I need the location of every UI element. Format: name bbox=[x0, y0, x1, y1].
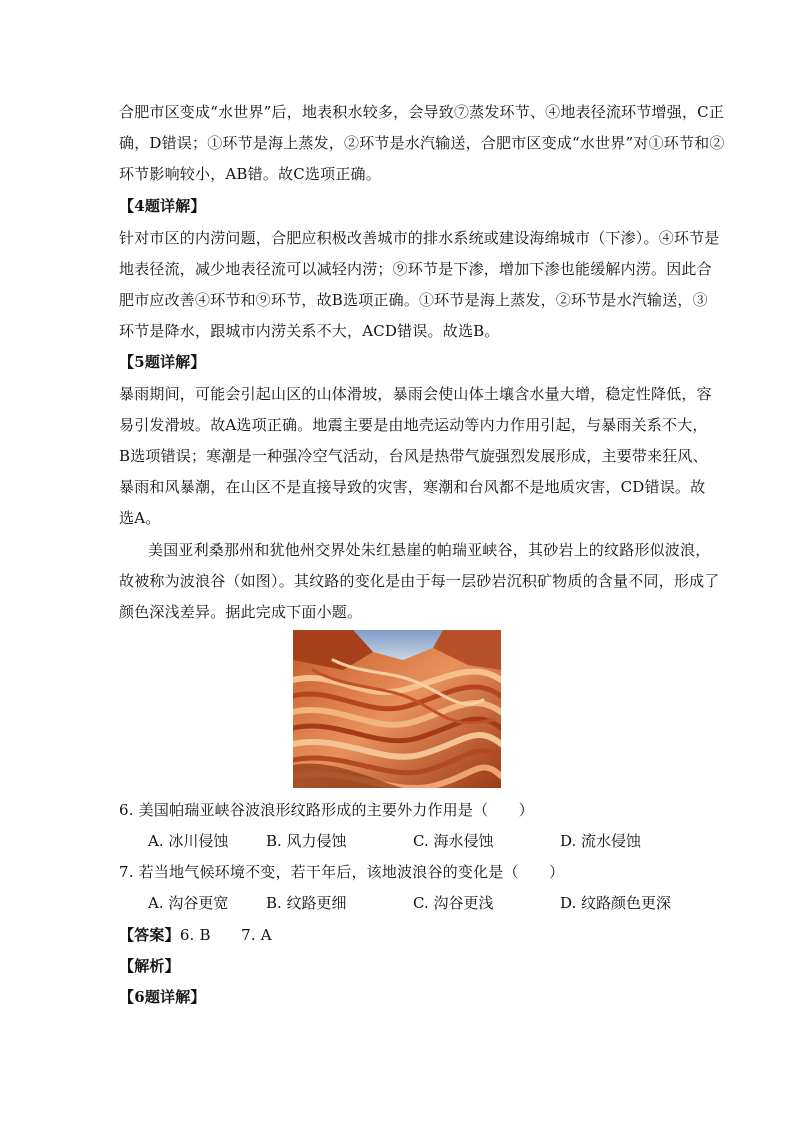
text-line: B选项错误；寒潮是一种强冷空气活动，台风是热带气旋强烈发展形成，主要带来狂风、 bbox=[119, 447, 708, 465]
text-line: 暴雨和风暴潮，在山区不是直接导致的灾害，寒潮和台风都不是地质灾害，CD错误。故 bbox=[119, 478, 706, 496]
analysis-heading: 【解析】 bbox=[119, 957, 180, 975]
q7-option-d: D. 纹路颜色更深 bbox=[560, 894, 672, 912]
section-heading-q6: 【6题详解】 bbox=[119, 988, 206, 1006]
text-line: 易引发滑坡。故A选项正确。地震主要是由地壳运动等内力作用引起，与暴雨关系不大， bbox=[119, 416, 708, 434]
text-line: 地表径流，减少地表径流可以减轻内涝；⑨环节是下渗，增加下渗也能缓解内涝。因此合 bbox=[119, 260, 712, 278]
text-line: 选A。 bbox=[119, 509, 161, 527]
intro-line: 故被称为波浪谷（如图）。其纹路的变化是由于每一层砂岩沉积矿物质的含量不同，形成了 bbox=[119, 572, 720, 590]
text-line: 肥市应改善④环节和⑨环节，故B选项正确。①环节是海上蒸发，②环节是水汽输送，③ bbox=[119, 291, 708, 309]
intro-line: 美国亚利桑那州和犹他州交界处朱红悬崖的帕瑞亚峡谷，其砂岩上的纹路形似波浪， bbox=[148, 541, 711, 559]
q6-option-d: D. 流水侵蚀 bbox=[560, 832, 642, 850]
text-line: 合肥市区变成“水世界”后，地表积水较多，会导致⑦蒸发环节、④地表径流环节增强，C正 bbox=[119, 103, 725, 121]
answer-text: 6. B 7. A bbox=[179, 926, 272, 944]
text-line: 针对市区的内涝问题，合肥应积极改善城市的排水系统或建设海绵城市（下渗）。④环节是 bbox=[119, 229, 720, 247]
q7-option-c: C. 沟谷更浅 bbox=[413, 894, 494, 912]
q6-option-a: A. 冰川侵蚀 bbox=[148, 832, 229, 850]
wave-canyon-photo bbox=[293, 630, 501, 788]
q7-option-b: B. 纹路更细 bbox=[266, 894, 347, 912]
text-line: 暴雨期间，可能会引起山区的山体滑坡，暴雨会使山体土壤含水量大增，稳定性降低，容 bbox=[119, 385, 712, 403]
q7-option-a: A. 沟谷更宽 bbox=[148, 894, 229, 912]
answer-line bbox=[119, 925, 272, 945]
intro-line: 颜色深浅差异。据此完成下面小题。 bbox=[119, 603, 363, 621]
section-heading-q5: 【5题详解】 bbox=[119, 353, 206, 371]
q6-option-c: C. 海水侵蚀 bbox=[413, 832, 494, 850]
text-line: 环节影响较小，AB错。故C选项正确。 bbox=[119, 165, 381, 183]
text-line: 环节是降水，跟城市内涝关系不大，ACD错误。故选B。 bbox=[119, 322, 500, 340]
text-line: 确，D错误；①环节是海上蒸发，②环节是水汽输送，合肥市区变成“水世界”对①环节和② bbox=[119, 134, 725, 152]
section-heading-q4: 【4题详解】 bbox=[119, 197, 206, 215]
q6-option-b: B. 风力侵蚀 bbox=[266, 832, 347, 850]
answer-label: 【答案】 bbox=[119, 926, 180, 944]
question-7-stem: 7. 若当地气候环境不变，若干年后，该地波浪谷的变化是（ ） bbox=[119, 863, 565, 881]
question-6-stem: 6. 美国帕瑞亚峡谷波浪形纹路形成的主要外力作用是（ ） bbox=[119, 801, 534, 819]
